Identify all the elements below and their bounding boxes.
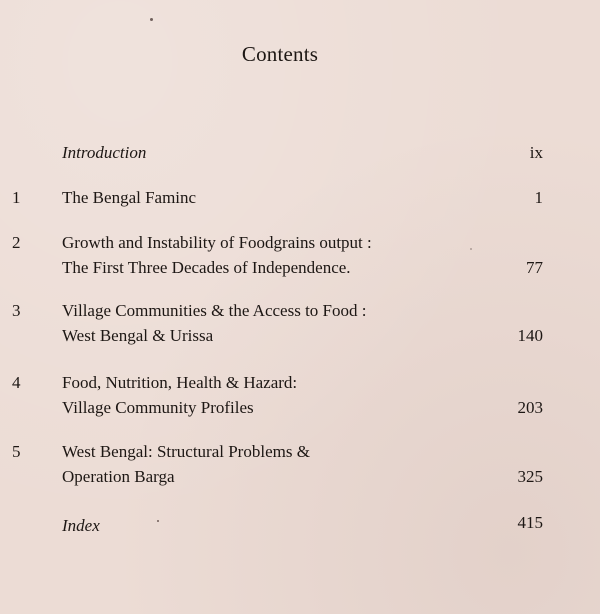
- toc-entry-page: 325: [517, 467, 543, 486]
- toc-entry-page: 77: [526, 258, 543, 277]
- toc-entry-title: The Bengal Faminc: [62, 188, 197, 207]
- toc-entry-title-line: Growth and Instability of Foodgrains output :: [62, 233, 372, 252]
- toc-entry-title: [62, 298, 366, 348]
- toc-entry-page: ix: [529, 143, 543, 162]
- toc-entry-title: [62, 439, 310, 489]
- toc-entry-title-line: West Bengal: Structural Problems &: [62, 442, 310, 461]
- toc-entry-title-line: Food, Nutrition, Health & Hazard:: [62, 373, 298, 392]
- page-title: Contents: [241, 42, 319, 66]
- toc-entry-title: Introduction: [62, 143, 147, 162]
- toc-entry-title: Index: [62, 516, 100, 535]
- toc-entry-title-line: Village Communities & the Access to Food :: [62, 301, 367, 320]
- toc-entry-number: 1: [12, 188, 21, 207]
- toc-entry-title-line: West Bengal & Urissa: [62, 326, 214, 345]
- toc-entry-page: 415: [517, 513, 543, 532]
- toc-entry-title: [62, 230, 372, 280]
- toc-entry-title-line: The First Three Decades of Independence.: [62, 258, 351, 277]
- toc-entry-title: [62, 370, 297, 420]
- toc-entry-number: 5: [12, 442, 21, 461]
- paper-speck: [470, 248, 472, 250]
- toc-entry-page: 140: [517, 326, 543, 345]
- toc-entry-number: 2: [12, 233, 21, 252]
- paper-speck: [157, 520, 159, 522]
- paper-speck: [150, 18, 153, 21]
- toc-entry-title-line: Village Community Profiles: [62, 398, 254, 417]
- toc-entry-number: 4: [12, 373, 21, 392]
- toc-entry-number: 3: [12, 301, 21, 320]
- toc-entry-page: 1: [534, 188, 543, 207]
- toc-entry-page: 203: [517, 398, 543, 417]
- toc-entry-title-line: Operation Barga: [62, 467, 175, 486]
